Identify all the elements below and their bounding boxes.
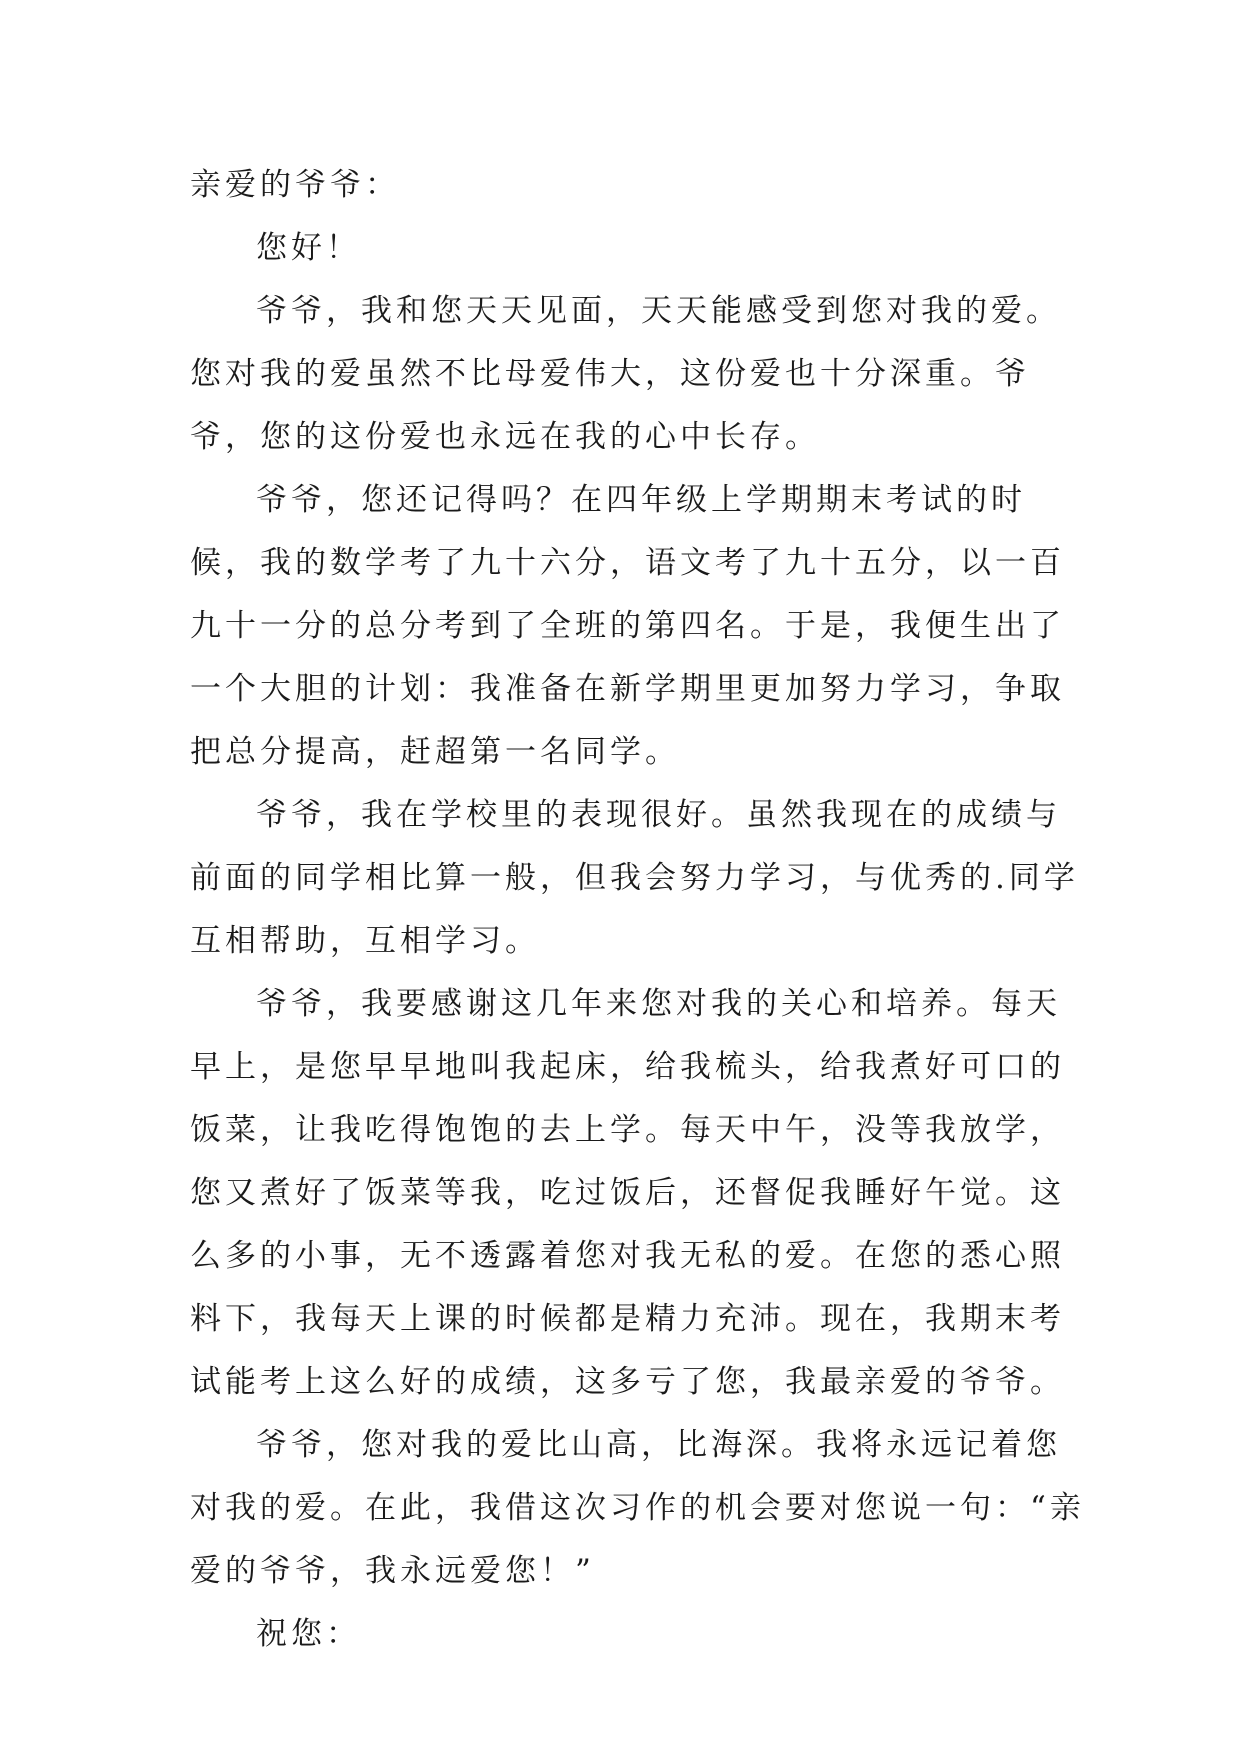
letter-body (190, 154, 1090, 1666)
paragraph: 爷爷，您还记得吗？在四年级上学期期末考试的时候，我的数学考了九十六分，语文考了九十五分，以一百九十一分的总分考到了全班的第四名。于是，我便生出了一个大胆的计划：我准备在新学期里更加努力学习，争取把总分提高，赶超第一名同学。 (190, 482, 1065, 770)
closing: 祝您： (256, 1616, 361, 1652)
paragraph: 爷爷，我和您天天见面，天天能感受到您对我的爱。您对我的爱虽然不比母爱伟大，这份爱也十分深重。爷爷，您的这份爱也永远在我的心中长存。 (190, 293, 1061, 455)
greeting: 您好！ (256, 230, 361, 266)
paragraph: 爷爷，您对我的爱比山高，比海深。我将永远记着您对我的爱。在此，我借这次习作的机会要对您说一句：“亲爱的爷爷，我永远爱您！” (190, 1427, 1085, 1589)
salutation: 亲爱的爷爷： (190, 167, 400, 203)
paragraph: 爷爷，我在学校里的表现很好。虽然我现在的成绩与前面的同学相比算一般，但我会努力学习，与优秀的.同学互相帮助，互相学习。 (190, 797, 1079, 959)
paragraph: 爷爷，我要感谢这几年来您对我的关心和培养。每天早上，是您早早地叫我起床，给我梳头，给我煮好可口的饭菜，让我吃得饱饱的去上学。每天中午，没等我放学，您又煮好了饭菜等我，吃过饭后，还督促我睡好午觉。这么多的小事，无不透露着您对我无私的爱。在您的悉心照料下，我每天上课的时候都是精力充沛。现在，我期末考试能考上这么好的成绩，这多亏了您，我最亲爱的爷爷。 (190, 986, 1065, 1400)
